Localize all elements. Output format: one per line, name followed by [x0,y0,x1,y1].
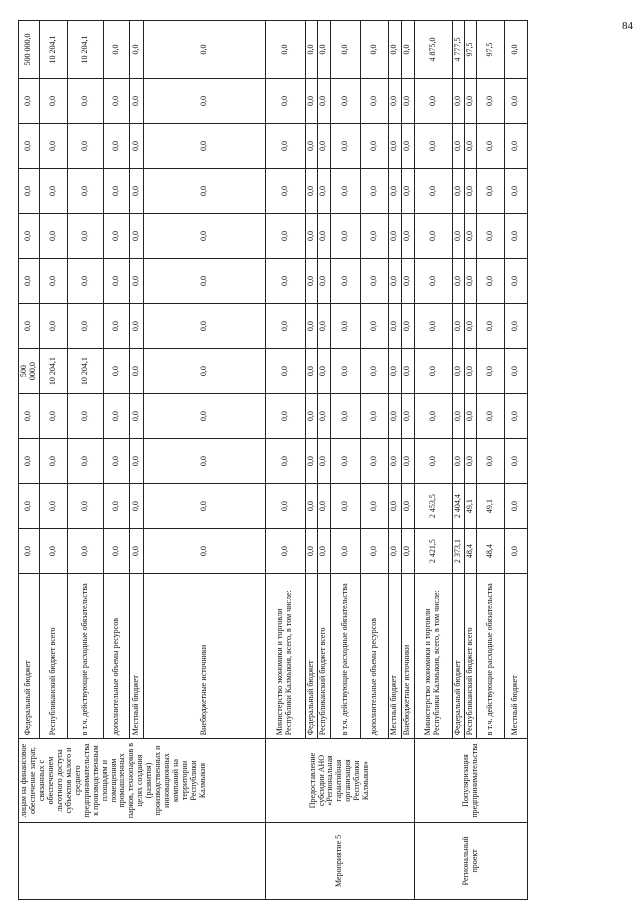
value-cell: 0,0 [360,484,388,529]
value-cell: 0,0 [143,529,265,574]
value-cell: 0,0 [129,78,143,123]
value-cell: 10 204,1 [39,21,67,79]
value-cell: 0,0 [504,169,527,214]
value-cell: 0,0 [305,304,317,349]
funding-source-label: Министерство экономики и торговли Республики Калмыкия, всего, в том числе: [265,574,305,739]
value-cell: 0,0 [360,21,388,79]
value-cell: 0,0 [67,259,103,304]
page-number: 84 [622,20,633,32]
value-cell: 0,0 [265,439,305,484]
funding-source-label: Федеральный бюджет [452,574,464,739]
funding-source-label: в т.ч. действующие расходные обязательства [330,574,360,739]
value-cell: 0,0 [388,349,401,394]
value-cell: 0,0 [504,78,527,123]
value-cell: 0,0 [317,529,330,574]
value-cell: 0,0 [401,169,414,214]
value-cell: 0,0 [388,21,401,79]
value-cell: 0,0 [39,304,67,349]
value-cell: 0,0 [103,529,129,574]
value-cell: 0,0 [330,484,360,529]
value-cell: 0,0 [265,169,305,214]
value-cell: 0,0 [129,123,143,168]
value-cell: 0,0 [401,259,414,304]
value-cell: 0,0 [452,123,464,168]
value-cell: 0,0 [19,169,40,214]
value-cell: 0,0 [414,349,452,394]
funding-source-label: дополнительные объемы ресурсов [360,574,388,739]
rp-col1-cell: Региональный проект [414,822,527,899]
value-cell: 0,0 [39,529,67,574]
funding-source-label: Министерство экономики и торговли Республики Калмыкия, всего, в том числе: [414,574,452,739]
value-cell: 49,1 [464,484,476,529]
value-cell: 0,0 [19,259,40,304]
value-cell: 0,0 [330,259,360,304]
funding-source-label: в т.ч. действующие расходные обязательства [476,574,504,739]
value-cell: 0,0 [330,349,360,394]
value-cell: 0,0 [67,439,103,484]
value-cell: 0,0 [464,349,476,394]
value-cell: 0,0 [265,529,305,574]
value-cell: 48,4 [464,529,476,574]
value-cell: 0,0 [129,529,143,574]
value-cell: 0,0 [265,78,305,123]
value-cell: 0,0 [476,169,504,214]
value-cell: 10 204,1 [39,349,67,394]
funding-source-label: Федеральный бюджет [305,574,317,739]
value-cell: 0,0 [265,259,305,304]
value-cell: 0,0 [317,304,330,349]
value-cell: 0,0 [19,123,40,168]
value-cell: 0,0 [476,394,504,439]
value-cell: 0,0 [143,214,265,259]
value-cell: 0,0 [330,21,360,79]
value-cell: 0,0 [388,259,401,304]
value-cell: 0,0 [317,439,330,484]
value-cell: 0,0 [67,484,103,529]
value-cell: 0,0 [39,484,67,529]
value-cell: 0,0 [317,259,330,304]
value-cell: 0,0 [103,484,129,529]
value-cell: 0,0 [143,123,265,168]
value-cell: 0,0 [143,394,265,439]
value-cell: 4 777,5 [452,21,464,79]
value-cell: 0,0 [464,304,476,349]
value-cell: 0,0 [305,439,317,484]
value-cell: 0,0 [414,304,452,349]
value-cell: 0,0 [19,394,40,439]
value-cell: 0,0 [452,214,464,259]
value-cell: 0,0 [305,349,317,394]
m5-col1-cell: Мероприятие 5 [265,822,414,899]
value-cell: 0,0 [103,304,129,349]
cont-measure-name: лицам на финансовое обеспечение затрат, связанных с обеспечением льготного доступа субъектов малого и среднего предпринимательства к производственным площадям и помещениям промышленных парков, технопарков в целях создания (развития) производственных и инновационных компаний на территории Республики Калмыкия [19,739,266,823]
value-cell: 0,0 [317,21,330,79]
value-cell: 49,1 [476,484,504,529]
value-cell: 0,0 [143,484,265,529]
value-cell: 0,0 [476,349,504,394]
value-cell: 0,0 [103,169,129,214]
value-cell: 0,0 [401,214,414,259]
value-cell: 0,0 [265,304,305,349]
value-cell: 0,0 [67,123,103,168]
funding-source-label: Республиканский бюджет всего [464,574,476,739]
value-cell: 0,0 [476,78,504,123]
value-cell: 0,0 [39,78,67,123]
value-cell: 0,0 [452,169,464,214]
value-cell: 2 373,1 [452,529,464,574]
value-cell: 0,0 [360,394,388,439]
value-cell: 0,0 [39,259,67,304]
value-cell: 0,0 [388,123,401,168]
value-cell: 97,5 [464,21,476,79]
value-cell: 0,0 [265,123,305,168]
value-cell: 0,0 [401,439,414,484]
value-cell: 0,0 [305,123,317,168]
value-cell: 0,0 [129,349,143,394]
value-cell: 0,0 [103,21,129,79]
value-cell: 0,0 [452,394,464,439]
value-cell: 0,0 [143,78,265,123]
value-cell: 0,0 [103,394,129,439]
value-cell: 0,0 [305,21,317,79]
funding-source-label: Федеральный бюджет [19,574,40,739]
value-cell: 0,0 [360,349,388,394]
value-cell: 0,0 [452,78,464,123]
value-cell: 0,0 [388,529,401,574]
value-cell: 2 421,5 [414,529,452,574]
value-cell: 0,0 [305,529,317,574]
value-cell: 0,0 [67,169,103,214]
value-cell: 0,0 [129,394,143,439]
value-cell: 0,0 [360,123,388,168]
value-cell: 0,0 [476,214,504,259]
value-cell: 0,0 [464,78,476,123]
funding-source-label: Республиканский бюджет всего [317,574,330,739]
table-row [265,21,305,900]
value-cell: 0,0 [129,439,143,484]
value-cell: 0,0 [414,394,452,439]
value-cell: 0,0 [103,439,129,484]
value-cell: 0,0 [19,529,40,574]
value-cell: 0,0 [305,394,317,439]
value-part: 000,0 [27,362,37,381]
value-cell: 0,0 [67,304,103,349]
cont-col1-cell [19,822,266,899]
table-row [414,21,452,900]
value-cell: 0,0 [305,169,317,214]
funding-source-label: Местный бюджет [388,574,401,739]
value-cell: 0,0 [39,394,67,439]
value-cell: 0,0 [330,304,360,349]
funding-source-label: Республиканский бюджет всего [39,574,67,739]
value-cell: 0,0 [504,529,527,574]
value-cell: 0,0 [129,259,143,304]
value-cell: 0,0 [388,304,401,349]
value-cell: 0,0 [19,78,40,123]
value-cell: 0,0 [452,439,464,484]
value-cell: 0,0 [305,484,317,529]
funding-source-label: Внебюджетные источники [401,574,414,739]
value-cell: 0,0 [143,304,265,349]
value-cell: 0,0 [388,439,401,484]
value-cell: 0,0 [476,439,504,484]
value-cell: 0,0 [317,349,330,394]
value-cell: 0,0 [388,169,401,214]
value-cell: 0,0 [265,394,305,439]
value-cell: 0,0 [504,21,527,79]
value-cell: 0,0 [388,78,401,123]
value-cell: 0,0 [504,214,527,259]
value-cell: 0,0 [414,169,452,214]
value-cell: 0,0 [504,439,527,484]
value-cell: 0,0 [401,529,414,574]
value-cell: 0,0 [305,78,317,123]
value-cell: 0,0 [265,349,305,394]
table-row [19,21,40,900]
value-cell: 0,0 [129,169,143,214]
rp-measure-name: Популяризация предпринимательства [414,739,527,823]
value-cell: 0,0 [504,394,527,439]
value-cell: 0,0 [504,349,527,394]
value-cell: 0,0 [265,214,305,259]
value-cell: 0,0 [330,169,360,214]
value-cell: 0,0 [414,214,452,259]
value-cell: 0,0 [330,214,360,259]
value-cell: 0,0 [464,214,476,259]
value-cell: 0,0 [129,214,143,259]
value-cell: 0,0 [452,349,464,394]
value-cell: 97,5 [476,21,504,79]
value-cell: 10 204,1 [67,349,103,394]
value-cell: 0,0 [67,529,103,574]
value-cell: 0,0 [67,78,103,123]
value-cell: 0,0 [414,259,452,304]
value-cell: 0,0 [143,21,265,79]
funding-source-label: Внебюджетные источники [143,574,265,739]
value-cell: 0,0 [360,439,388,484]
value-cell: 48,4 [476,529,504,574]
value-cell: 0,0 [504,484,527,529]
value-cell: 0,0 [129,484,143,529]
value-cell: 0,0 [414,439,452,484]
value-cell: 0,0 [504,304,527,349]
value-cell: 0,0 [330,439,360,484]
value-cell: 0,0 [360,169,388,214]
value-cell: 0,0 [464,439,476,484]
value-cell: 0,0 [401,21,414,79]
value-cell: 0,0 [464,259,476,304]
value-cell: 0,0 [330,394,360,439]
value-cell: 0,0 [103,349,129,394]
value-cell: 0,0 [452,304,464,349]
value-cell: 0,0 [103,214,129,259]
value-cell: 4 875,0 [414,21,452,79]
value-cell: 0,0 [401,123,414,168]
value-cell: 0,0 [317,394,330,439]
value-cell: 0,0 [19,484,40,529]
value-cell: 500 000,0 [19,21,40,79]
value-cell: 0,0 [39,214,67,259]
value-cell: 0,0 [143,439,265,484]
value-part: 500 [19,365,28,378]
funding-source-label: в т.ч. действующие расходные обязательства [67,574,103,739]
value-cell: 0,0 [39,169,67,214]
value-cell: 0,0 [388,484,401,529]
value-cell: 0,0 [305,214,317,259]
value-cell [19,349,40,394]
value-cell: 0,0 [464,394,476,439]
value-cell: 0,0 [476,259,504,304]
value-cell: 0,0 [464,123,476,168]
value-cell: 0,0 [129,21,143,79]
value-cell: 0,0 [388,394,401,439]
value-cell: 0,0 [317,123,330,168]
value-cell: 0,0 [39,439,67,484]
value-cell: 0,0 [103,123,129,168]
value-cell: 0,0 [19,304,40,349]
value-cell: 0,0 [19,439,40,484]
value-cell: 0,0 [143,169,265,214]
value-cell: 0,0 [360,214,388,259]
value-cell: 0,0 [39,123,67,168]
value-cell: 0,0 [401,78,414,123]
value-cell: 0,0 [103,259,129,304]
value-cell: 0,0 [265,484,305,529]
funding-source-label: Местный бюджет [504,574,527,739]
value-cell: 0,0 [330,123,360,168]
value-cell: 0,0 [360,304,388,349]
value-cell: 0,0 [504,123,527,168]
m5-measure-name: Предоставление субсидии АНО «Региональная гарантийная организация Республики Калмыкия» [265,739,414,823]
value-cell: 0,0 [317,78,330,123]
value-cell: 0,0 [330,78,360,123]
value-cell: 0,0 [67,394,103,439]
value-cell: 0,0 [414,123,452,168]
value-cell: 2 453,5 [414,484,452,529]
value-cell: 0,0 [360,78,388,123]
value-cell: 0,0 [401,484,414,529]
value-cell: 0,0 [317,484,330,529]
value-cell: 0,0 [476,304,504,349]
value-cell: 0,0 [305,259,317,304]
value-cell: 0,0 [504,259,527,304]
value-cell: 0,0 [414,78,452,123]
value-cell: 0,0 [360,259,388,304]
value-cell: 0,0 [129,304,143,349]
value-cell: 0,0 [317,214,330,259]
value-cell: 0,0 [143,349,265,394]
value-cell: 2 404,4 [452,484,464,529]
budget-table [18,20,528,900]
rotated-table-region [18,20,620,900]
value-cell: 0,0 [401,349,414,394]
value-cell: 0,0 [317,169,330,214]
value-cell: 0,0 [330,529,360,574]
value-cell: 0,0 [452,259,464,304]
value-cell: 0,0 [360,529,388,574]
value-cell: 0,0 [103,78,129,123]
value-cell: 10 204,1 [67,21,103,79]
value-cell: 0,0 [401,394,414,439]
value-cell: 0,0 [464,169,476,214]
funding-source-label: Местный бюджет [129,574,143,739]
value-cell: 0,0 [19,214,40,259]
value-cell: 0,0 [401,304,414,349]
value-cell: 0,0 [388,214,401,259]
funding-source-label: дополнительные объемы ресурсов [103,574,129,739]
value-cell: 0,0 [143,259,265,304]
value-cell: 0,0 [476,123,504,168]
value-cell: 0,0 [67,214,103,259]
value-cell: 0,0 [265,21,305,79]
